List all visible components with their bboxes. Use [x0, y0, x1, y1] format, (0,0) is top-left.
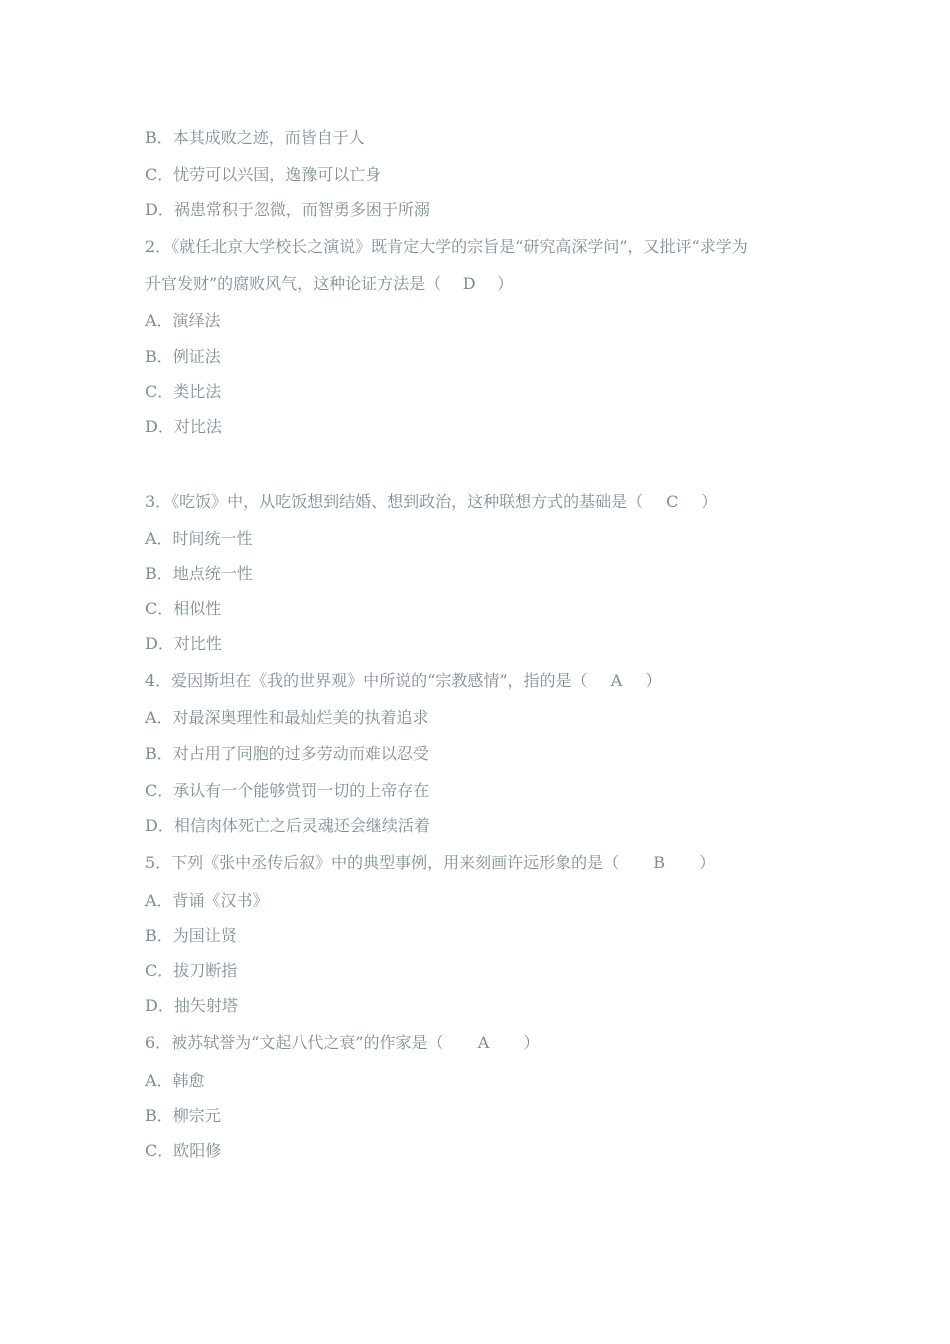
q3-option-a: A．时间统一性	[145, 529, 253, 548]
q1-option-d: D．祸患常积于忽微，而智勇多困于所溺	[145, 200, 430, 219]
q2-option-d: D．对比法	[145, 417, 222, 436]
q5-option-d: D．抽矢射塔	[145, 996, 238, 1015]
q5-answer: B	[653, 853, 666, 872]
q5-close-paren: ）	[699, 853, 716, 872]
q1-option-b: B．本其成败之迹，而皆自于人	[145, 128, 365, 147]
q5-option-a: A．背诵《汉书》	[145, 891, 269, 910]
q2-option-b: B．例证法	[145, 347, 221, 366]
q2-answer: D	[462, 274, 476, 293]
q4-stem-text: 4．爱因斯坦在《我的世界观》中所说的“宗教感情”，指的是（	[145, 671, 588, 690]
q3-option-d: D．对比性	[145, 634, 222, 653]
q2-option-a: A．演绎法	[145, 311, 221, 330]
q3-stem-text: 3．《吃饭》中，从吃饭想到结婚、想到政治，这种联想方式的基础是（	[145, 492, 644, 511]
q4-option-c: C．承认有一个能够赏罚一切的上帝存在	[145, 781, 430, 800]
q6-option-b: B．柳宗元	[145, 1106, 221, 1125]
q4-option-b: B．对占用了同胞的过多劳动而难以忍受	[145, 744, 429, 763]
q3-stem	[145, 492, 717, 512]
q5-stem	[145, 853, 715, 873]
q5-stem-text: 5．下列《张中丞传后叙》中的典型事例，用来刻画许远形象的是（	[145, 853, 620, 872]
q6-option-c: C．欧阳修	[145, 1141, 222, 1160]
q3-option-b: B．地点统一性	[145, 564, 253, 583]
q4-option-d: D．相信肉体死亡之后灵魂还会继续活着	[145, 816, 430, 835]
q6-close-paren: ）	[523, 1033, 540, 1052]
q4-answer: A	[610, 671, 623, 690]
q4-option-a: A．对最深奥理性和最灿烂美的执着追求	[145, 708, 429, 727]
q6-stem	[145, 1033, 540, 1053]
q4-close-paren: ）	[645, 671, 662, 690]
q3-option-c: C．相似性	[145, 599, 222, 618]
q5-option-c: C．拔刀断指	[145, 961, 238, 980]
q6-stem-text: 6．被苏轼誉为“文起八代之衰”的作家是（	[145, 1033, 444, 1052]
q4-stem	[145, 671, 662, 691]
q3-close-paren: ）	[701, 492, 718, 511]
q2-stem-text: 升官发财”的腐败风气，这种论证方法是（	[145, 274, 442, 293]
q5-option-b: B．为国让贤	[145, 926, 237, 945]
q2-stem-line2	[145, 274, 513, 294]
q6-answer: A	[477, 1033, 490, 1052]
q1-option-c: C．忧劳可以兴国，逸豫可以亡身	[145, 165, 382, 184]
q3-answer: C	[666, 492, 679, 511]
q6-option-a: A．韩愈	[145, 1071, 205, 1090]
q2-stem-line1: 2．《就任北京大学校长之演说》既肯定大学的宗旨是“研究高深学问”，又批评“求学为	[145, 237, 748, 256]
q2-close-paren: ）	[497, 274, 514, 293]
q2-option-c: C．类比法	[145, 382, 222, 401]
